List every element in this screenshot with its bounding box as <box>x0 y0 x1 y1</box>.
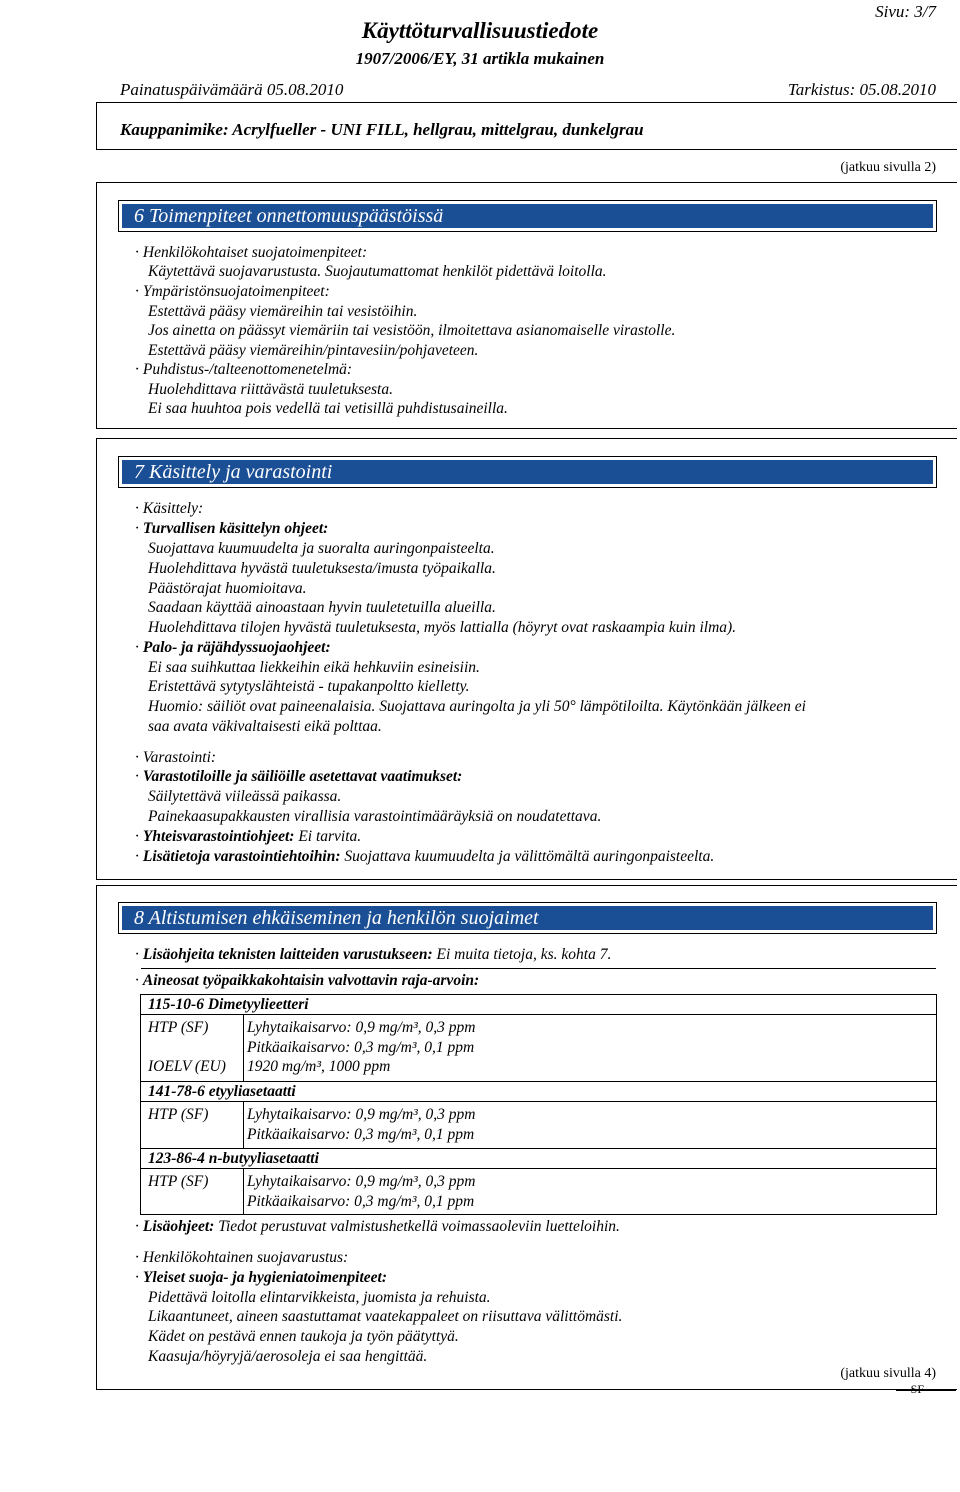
table-border-top-outer <box>141 968 936 969</box>
section-6-title: 6 Toimenpiteet onnettomuuspäästöissä <box>120 202 935 230</box>
s8-ppe-heading: · Henkilökohtainen suojavarustus: <box>135 1249 349 1266</box>
product-name: Kauppanimike: Acrylfueller - UNI FILL, hellgrau, mittelgrau, dunkelgrau <box>120 120 644 139</box>
bullet: · <box>135 768 139 785</box>
s6-personal-text: Käytettävä suojavarustusta. Suojautumattomat henkilöt pidettävä loitolla. <box>148 263 607 280</box>
table-limit-value: Lyhytaikaisarvo: 0,9 mg/m³, 0,3 ppm <box>247 1173 476 1190</box>
table-limit-type: HTP (SF) <box>148 1106 209 1123</box>
bullet: · <box>135 1269 139 1286</box>
revision-date: Tarkistus: 05.08.2010 <box>787 80 936 99</box>
s8-text: Kädet on pestävä ennen taukoja ja työn päätyttyä. <box>148 1328 459 1345</box>
section-8-title: 8 Altistumisen ehkäiseminen ja henkilön suojaimet <box>120 904 935 932</box>
s8-limits-heading: · Aineosat työpaikkakohtaisin valvottavin raja-arvoin: <box>135 972 480 989</box>
s7-extra-info: · Lisätietoja varastointiehtoihin: Suojattava kuumuudelta ja välittömältä auringonpaisteelta. <box>135 848 715 865</box>
footer-code: SF <box>910 1382 924 1396</box>
bullet: · <box>135 520 139 537</box>
s7-text: Eristettävä sytytyslähteistä - tupakanpoltto kielletty. <box>148 678 470 695</box>
table-limit-value: Lyhytaikaisarvo: 0,9 mg/m³, 0,3 ppm <box>247 1019 476 1036</box>
table-substance: 123-86-4 n-butyyliasetaatti <box>148 1150 319 1167</box>
section-7-title: 7 Käsittely ja varastointi <box>120 458 935 486</box>
table-divider <box>141 1081 936 1082</box>
table-substance: 141-78-6 etyyliasetaatti <box>148 1083 296 1100</box>
table-limit-value: Pitkäaikaisarvo: 0,3 mg/m³, 0,1 ppm <box>247 1039 475 1056</box>
s6-env-text-1: Estettävä pääsy viemäreihin tai vesistöihin. <box>148 303 418 320</box>
bullet: · <box>135 283 139 300</box>
bullet: · <box>135 1249 139 1266</box>
table-limit-value: 1920 mg/m³, 1000 ppm <box>247 1058 391 1075</box>
s6-env-heading: · Ympäristönsuojatoimenpiteet: <box>135 283 330 300</box>
s7-text: Painekaasupakkausten virallisia varastointimääräyksiä on noudatettava. <box>148 808 602 825</box>
s7-text: Suojattava kuumuudelta ja suoralta auringonpaisteelta. <box>148 540 495 557</box>
table-divider <box>141 1148 936 1149</box>
table-divider <box>141 1101 936 1102</box>
continued-to: (jatkuu sivulla 4) <box>840 1366 936 1381</box>
table-limit-value: Lyhytaikaisarvo: 0,9 mg/m³, 0,3 ppm <box>247 1106 476 1123</box>
s7-text: Saadaan käyttää ainoastaan hyvin tuuletetuilla alueilla. <box>148 599 496 616</box>
print-date: Painatuspäivämäärä 05.08.2010 <box>120 80 344 99</box>
s7-safe-handling-heading: · Turvallisen käsittelyn ohjeet: <box>135 520 329 537</box>
s7-text: Päästörajat huomioitava. <box>148 580 307 597</box>
bullet: · <box>135 639 139 656</box>
s7-fire-heading: · Palo- ja räjähdyssuojaohjeet: <box>135 639 331 656</box>
table-column-divider <box>243 1169 244 1214</box>
table-limit-value: Pitkäaikaisarvo: 0,3 mg/m³, 0,1 ppm <box>247 1193 475 1210</box>
s8-text: Kaasuja/höyryjä/aerosoleja ei saa hengittää. <box>148 1348 428 1365</box>
s7-handling-heading: · Käsittely: <box>135 500 204 517</box>
document-subtitle: 1907/2006/EY, 31 artikla mukainen <box>355 49 605 68</box>
s8-text: Pidettävä loitolla elintarvikkeista, juomista ja rehuista. <box>148 1289 491 1306</box>
s8-technical-info: · Lisäohjeita teknisten laitteiden varustukseen: Ei muita tietoja, ks. kohta 7. <box>135 946 612 963</box>
s8-additional-info: · Lisäohjeet: Tiedot perustuvat valmistushetkellä voimassaoleviin luetteloihin. <box>135 1218 620 1235</box>
bullet: · <box>135 828 139 845</box>
page-number: Sivu: 3/7 <box>875 2 936 21</box>
table-limit-type: HTP (SF) <box>148 1019 209 1036</box>
bullet: · <box>135 500 139 517</box>
document-title: Käyttöturvallisuustiedote <box>361 18 599 43</box>
table-divider <box>141 1014 936 1015</box>
s7-text: saa avata väkivaltaisesti eikä polttaa. <box>148 718 382 735</box>
s7-text: Huolehdittava tilojen hyvästä tuuletuksesta, myös lattialla (höyryt ovat raskaampia kuin ilma). <box>148 619 737 636</box>
s6-cleanup-text-2: Ei saa huuhtoa pois vedellä tai vetisillä puhdistusaineilla. <box>148 400 508 417</box>
bullet: · <box>135 946 139 963</box>
s7-text: Huomio: säiliöt ovat paineenalaisia. Suojattava auringolta ja yli 50° lämpötiloilta. Käytönkään jälkeen ei <box>148 698 806 715</box>
s6-cleanup-text-1: Huolehdittava riittävästä tuuletuksesta. <box>148 381 393 398</box>
continued-from: (jatkuu sivulla 2) <box>840 160 936 175</box>
bullet: · <box>135 848 139 865</box>
table-limit-value: Pitkäaikaisarvo: 0,3 mg/m³, 0,1 ppm <box>247 1126 475 1143</box>
s8-hygiene-heading: · Yleiset suoja- ja hygieniatoimenpiteet: <box>135 1269 387 1286</box>
s8-text: Likaantuneet, aineen saastuttamat vaatekappaleet on riisuttava välittömästi. <box>148 1308 623 1325</box>
s7-text: Säilytettävä viileässä paikassa. <box>148 788 342 805</box>
s6-cleanup-heading: · Puhdistus-/talteenottomenetelmä: <box>135 361 353 378</box>
bullet: · <box>135 972 139 989</box>
bullet: · <box>135 361 139 378</box>
table-limit-type: IOELV (EU) <box>148 1058 226 1075</box>
table-column-divider <box>243 1015 244 1081</box>
footer-line <box>896 1390 956 1391</box>
bullet: · <box>135 1218 139 1235</box>
table-column-divider <box>243 1102 244 1148</box>
bullet: · <box>135 244 139 261</box>
table-limit-type: HTP (SF) <box>148 1173 209 1190</box>
table-divider <box>141 1168 936 1169</box>
s7-storage-heading: · Varastointi: <box>135 749 217 766</box>
table-substance: 115-10-6 Dimetyylieetteri <box>148 996 309 1013</box>
s6-env-text-3: Estettävä pääsy viemäreihin/pintavesiin/pohjaveteen. <box>148 342 479 359</box>
s6-personal-heading: · Henkilökohtaiset suojatoimenpiteet: <box>135 244 368 261</box>
s7-text: Huolehdittava hyvästä tuuletuksesta/imusta työpaikalla. <box>148 560 496 577</box>
s7-storage-req-heading: · Varastotiloille ja säiliöille asetettavat vaatimukset: <box>135 768 463 785</box>
s7-text: Ei saa suihkuttaa liekkeihin eikä hehkuviin esineisiin. <box>148 659 480 676</box>
s6-env-text-2: Jos ainetta on päässyt viemäriin tai vesistöön, ilmoitettava asianomaiselle virastolle. <box>148 322 676 339</box>
s7-joint-storage: · Yhteisvarastointiohjeet: Ei tarvita. <box>135 828 362 845</box>
bullet: · <box>135 749 139 766</box>
